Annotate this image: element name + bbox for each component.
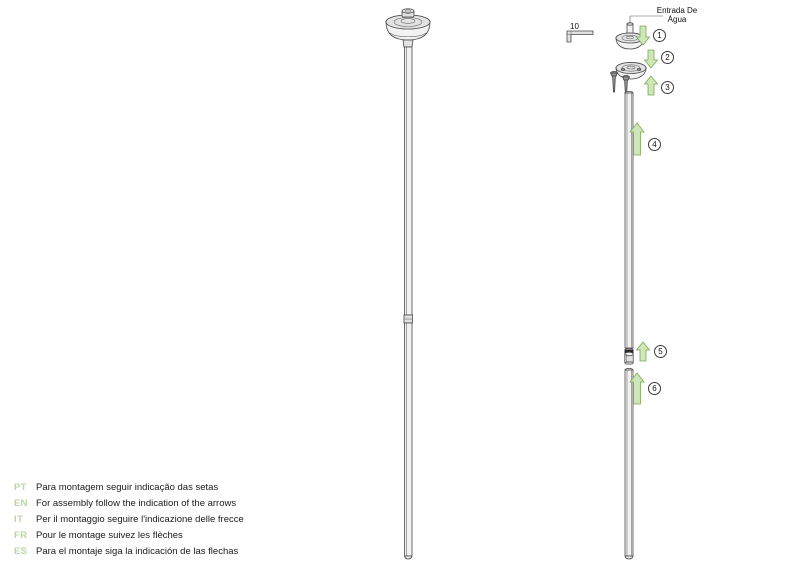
legend-text-en: For assembly follow the indication of the arrows (36, 498, 237, 509)
legend-row-pt (14, 480, 344, 496)
legend-text-fr: Pour le montage suivez les flèches (36, 530, 183, 541)
legend-text-es: Para el montaje siga la indicación de las flechas (36, 546, 239, 557)
water-inlet-label-line1: Entrada De (656, 6, 698, 15)
legend-text-pt: Para montagem seguir indicação das setas (36, 482, 219, 493)
step-badge-6: 6 (648, 382, 661, 395)
screw-left (611, 72, 618, 93)
step-badge-3: 3 (661, 81, 674, 94)
legend-code-es: ES (14, 546, 28, 557)
legend-row-es (14, 544, 344, 560)
language-legend (14, 480, 344, 560)
legend-text-it: Per il montaggio seguire l'indicazione delle frecce (36, 514, 244, 525)
arrow-up-step-5 (637, 342, 650, 361)
step-badge-5: 5 (654, 345, 667, 358)
assembled-shower-column (386, 9, 430, 559)
legend-row-it (14, 512, 344, 528)
hex-wrench (567, 31, 593, 42)
legend-row-fr (14, 528, 344, 544)
step-badge-1: 1 (653, 29, 666, 42)
pipe-connector-sleeve (625, 348, 633, 364)
legend-row-en (14, 496, 344, 512)
legend-code-it: IT (14, 514, 24, 525)
step-badge-4: 4 (648, 138, 661, 151)
lower-pipe-section (625, 368, 633, 559)
legend-code-pt: PT (14, 482, 27, 493)
step-badge-2: 2 (661, 51, 674, 64)
arrow-up-step-3 (645, 76, 658, 95)
wrench-size-label: 10 (570, 22, 579, 31)
arrow-down-step-2 (645, 50, 658, 68)
water-inlet-label (648, 6, 706, 24)
legend-code-fr: FR (14, 530, 28, 541)
water-inlet-label-line2: Água (667, 15, 687, 24)
wall-plate-with-screws (611, 63, 646, 97)
legend-code-en: EN (14, 498, 28, 509)
